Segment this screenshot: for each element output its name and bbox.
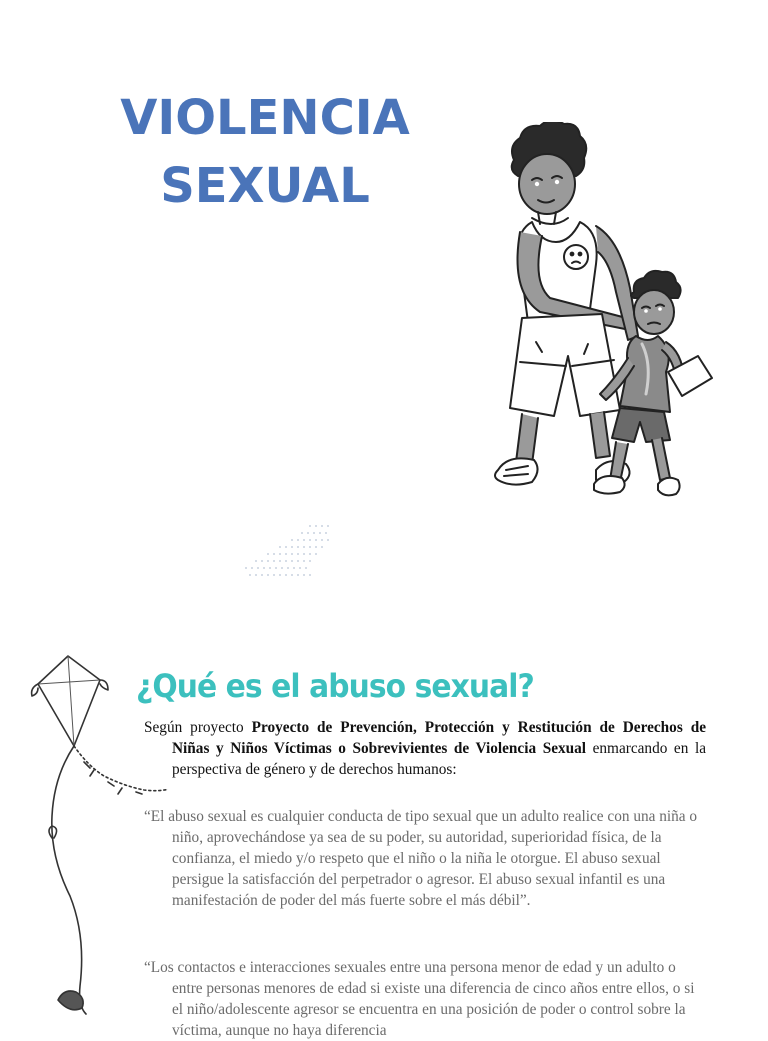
quote-definition-1: “El abuso sexual es cualquier conducta de tipo sexual que un adulto realice con una niña o niño, aprovechándose ya sea de su poder, su autoridad, superioridad física, de la confianza, el miedo y/o respeto que el niño o la niña le otorgue. El abuso sexual persigue la satisfacción del perpetrador o agresor. El abuso sexual infantil es una manifestación de poder del más fuerte sobre el más débil”. — [144, 808, 698, 909]
quote-definition-2: “Los contactos e interacciones sexuales entre una persona menor de edad y un adulto o entre personas menores de edad si existe una diferencia de cinco años entre ellos, o si el niño/adolescente agresor se encuentra en una posición de poder o control sobre la víctima, aunque no haya diferencia — [144, 959, 695, 1039]
halftone-dots — [240, 520, 332, 580]
section-heading: ¿Qué es el abuso sexual? — [136, 667, 534, 705]
project-name: Proyecto de Prevención, Protección y Restitución de Derechos de Niñas y Niños Víctimas o Sobrevivientes de Violencia Sexual — [172, 719, 706, 757]
intro-prefix: Según proyecto — [144, 719, 252, 736]
intro-paragraph — [144, 717, 706, 780]
title-line-1: VIOLENCIA — [120, 90, 410, 146]
adult-grabbing-child-illustration — [492, 122, 722, 507]
page-title — [120, 84, 410, 220]
intro-suffix: enmarcando en la perspectiva de género y de derechos humanos: — [172, 740, 706, 778]
title-line-2: SEXUAL — [160, 158, 370, 214]
